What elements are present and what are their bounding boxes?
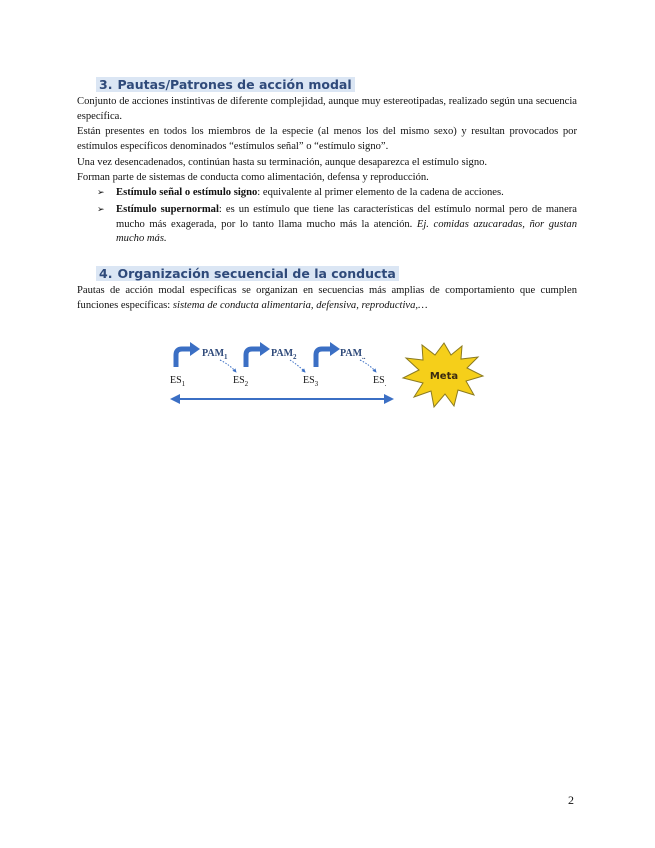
dotted-link-3 bbox=[360, 360, 376, 372]
bullet-item-supernormal-stimulus bbox=[97, 203, 577, 247]
behavior-sequence-diagram bbox=[160, 335, 500, 415]
pam-label-3: $PAM_{..}$ bbox=[340, 348, 366, 361]
dotted-link-1 bbox=[220, 360, 236, 372]
arrow-head-icon bbox=[190, 342, 200, 356]
sequence-step-2 bbox=[233, 342, 305, 388]
bullet-arrow-icon: ➢ bbox=[97, 188, 105, 198]
sequence-step-3 bbox=[303, 342, 376, 388]
es-label-1: $ES_1$ bbox=[170, 375, 186, 388]
curved-arrow-icon bbox=[316, 349, 331, 367]
arrow-head-icon bbox=[330, 342, 340, 356]
sequence-step-1 bbox=[170, 342, 236, 388]
section-3-paragraph-1: Conjunto de acciones instintivas de diferente complejidad, aunque muy estereotipadas, realizado según una secuencia específica. bbox=[77, 96, 577, 122]
section-3-title: Pautas/Patrones de acción modal bbox=[117, 77, 352, 92]
es-label-4: $ES_.$ bbox=[373, 375, 387, 388]
bullet-text: : equivalente al primer elemento de la cadena de acciones. bbox=[257, 187, 504, 198]
page-number: 2 bbox=[568, 793, 574, 807]
section-3-paragraph-4: Forman parte de sistemas de conducta como alimentación, defensa y reproducción. bbox=[77, 172, 429, 183]
section-4-heading bbox=[96, 266, 399, 281]
arrow-head-icon bbox=[260, 342, 270, 356]
dotted-link-2 bbox=[290, 360, 305, 372]
section-4-title: Organización secuencial de la conducta bbox=[117, 266, 396, 281]
es-label-2: $ES_2$ bbox=[233, 375, 249, 388]
section-3-paragraph-3: Una vez desencadenados, continúan hasta su terminación, aunque desaparezca el estímulo signo. bbox=[77, 157, 488, 168]
goal-label: Meta bbox=[429, 371, 459, 382]
pam-label-1: $PAM_1$ bbox=[202, 348, 228, 361]
bullet-term: Estímulo supernormal bbox=[116, 204, 219, 215]
es-label-3: $ES_3$ bbox=[303, 375, 319, 388]
curved-arrow-icon bbox=[246, 349, 261, 367]
bullet-example: Ej. comidas azucaradas, ñor gustan mucho más. bbox=[116, 218, 577, 244]
section-4-number: 4. bbox=[99, 266, 113, 281]
section-3-paragraph-2: Están presentes en todos los miembros de la especie (al menos los del mismo sexo) y resultan provocados por estímulos específicos denominados “estímulos señal” o “estímulo signo”. bbox=[77, 126, 577, 152]
pam-label-2: $PAM_2$ bbox=[271, 348, 297, 361]
bullet-arrow-icon: ➢ bbox=[97, 205, 105, 215]
section-3-heading bbox=[96, 77, 355, 92]
section-3-number: 3. bbox=[99, 77, 113, 92]
bullet-text: : es un estímulo que tiene las características del estímulo normal pero de manera mucho más exagerada, por lo tanto llama mucho más la atención. bbox=[116, 204, 578, 230]
goal-star bbox=[403, 343, 483, 407]
bullet-term: Estímulo señal o estímulo signo bbox=[116, 187, 258, 198]
bullet-item-stimulus-signal bbox=[97, 186, 577, 201]
section-4-paragraph: Pautas de acción modal específicas se organizan en secuencias más amplias de comportamiento que cumplen funciones específicas: sistema de conducta alimentaria, defensiva, reproductiva,… bbox=[77, 285, 577, 311]
curved-arrow-icon bbox=[176, 349, 191, 367]
